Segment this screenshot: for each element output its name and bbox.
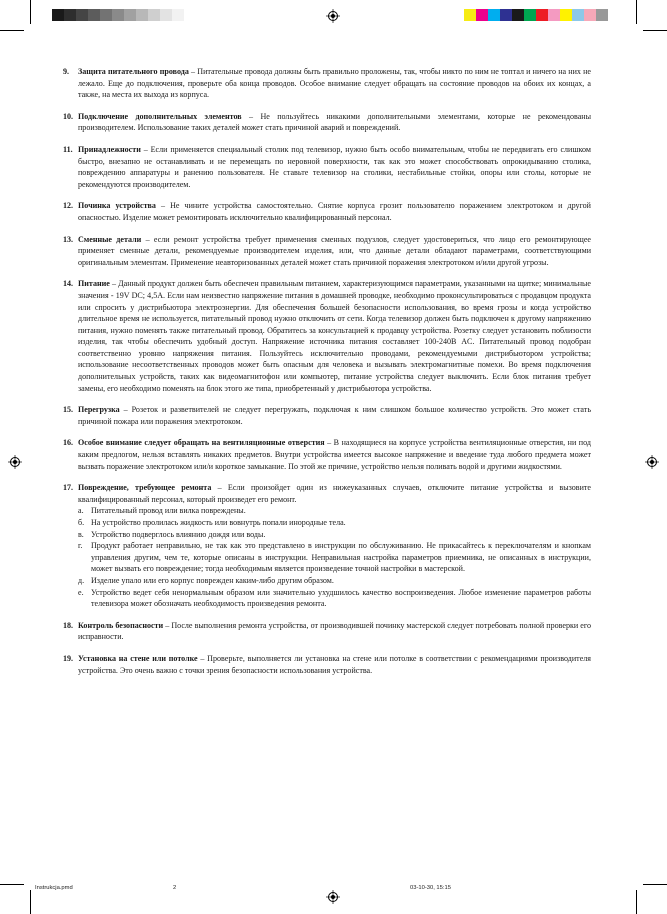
list-text: Питательный провод или вилка повреждены. (91, 506, 246, 516)
crop-mark (643, 884, 667, 885)
list-text: Продукт работает неправильно, не так как это представлено в инструкции по обслуживанию. Не прикасайтесь к переключателям и кнопкам управления другим, чем те, которые описаны в инструкции. Неправильная настройка параметров приемника, не описанных в инструкции, может вызвать его повреждение; тогда необходимым является произведение точной настройки в мастерской. (91, 541, 591, 574)
list-letter: a. (78, 506, 84, 516)
footer-timestamp: 03-10-30, 15:15 (410, 885, 451, 891)
crop-mark (643, 30, 667, 31)
section-number: 14. (63, 279, 74, 289)
section (63, 278, 591, 394)
color-swatch (64, 9, 76, 21)
list-item (78, 575, 591, 587)
color-swatch (172, 9, 184, 21)
section-text: – Данный продукт должен быть обеспечен правильным питанием, характеризующимся параметрами, указанными на щитке; минимальные значения - 19V DC; 4,5A. Если нам неизвестно напряжение питания в домашней проводке, необходимо проконсультироваться с продавцом продукта или спросить у дистрибьютора электроэнергии. Для обеспечения большей безопасности использования, во время грозы и когда устройство длительное время не используется, питательный провод нужно отключить от сети. Когда телевизор должен быть подключен к другому напряжению питания, нужно поменять также питательный провод. Обратитесь за консультацией к продавцу устройства. Розетку следует установить поблизости изделия, так чтобы обеспечить удобный доступ. Напряжение источника питания составляет 100-240В AC. Питательный провод подобран соответственно уровню напряжения питания. Пользуйтесь исключительно проводами, рекомендуемыми дистрибьютором устройства; использование несоответственных проводов может быть опасным для человека и вызывать электромагнитные помехи. Во время подключения дополнительных устройств, таких как видеомагнитофон или компьютер, питание устройства следует выключить. Если блок питания требует замены, его необходимо поменять на блок этого же типа, приобретенный у дистрибьютора устройства. (78, 279, 591, 393)
crop-mark (636, 0, 637, 24)
section-number: 13. (63, 234, 74, 244)
registration-mark-icon (326, 9, 340, 23)
list-item (78, 505, 591, 517)
section (63, 653, 591, 676)
footer-page-number: 2 (173, 885, 177, 891)
color-swatch (476, 9, 488, 21)
section (63, 482, 591, 610)
color-swatch (76, 9, 88, 21)
section-number: 17. (63, 483, 74, 493)
section (63, 200, 591, 223)
color-swatch (536, 9, 548, 21)
section-title: Повреждение, требующее ремонта (78, 483, 212, 493)
section-title: Контроль безопасности (78, 620, 164, 630)
section (63, 620, 591, 643)
section-text: – Не пользуйтесь никакими дополнительными элементами, которые не рекомендованы производителем. Использование таких деталей может стать причиной аварий и повреждений. (78, 111, 591, 133)
section (63, 404, 591, 427)
color-swatch (112, 9, 124, 21)
section-text: – Если произойдет один из нижеуказанных случаев, отключите питание устройства и вызовите квалифицированный персонал, который произведет его ремонт. (78, 483, 591, 504)
section-number: 18. (63, 620, 74, 630)
color-swatch (464, 9, 476, 21)
section (63, 437, 591, 472)
document-body (63, 66, 591, 686)
grayscale-bar (52, 9, 184, 21)
section-number: 15. (63, 405, 74, 415)
list-letter: д. (78, 575, 85, 585)
section-title: Перегрузка (78, 405, 120, 415)
color-swatch (136, 9, 148, 21)
color-swatch (148, 9, 160, 21)
registration-mark-icon (645, 455, 659, 469)
color-swatch (488, 9, 500, 21)
section-title: Принадлежности (78, 144, 141, 154)
section-text: – Розеток и разветвителей не следует перегружать, подключая к ним слишком большое количество устройств. Это может стать причиной пожара или поражения электротоком. (78, 405, 591, 426)
section (63, 66, 591, 101)
crop-mark (0, 30, 24, 31)
list-item (78, 587, 591, 610)
section-number: 19. (63, 653, 74, 663)
list-text: Устройство подверглось влиянию дождя или воды. (91, 529, 266, 539)
crop-mark (30, 0, 31, 24)
section-title: Защита питательного провода (78, 67, 189, 76)
crop-mark (636, 890, 637, 914)
color-swatch (100, 9, 112, 21)
list-item (78, 529, 591, 541)
section-title: Питание (78, 279, 110, 289)
color-swatch (500, 9, 512, 21)
list-letter: е. (78, 587, 84, 597)
section-number: 16. (63, 438, 74, 448)
section (63, 144, 591, 190)
color-swatch (124, 9, 136, 21)
color-swatch (560, 9, 572, 21)
section-text: – если ремонт устройства требует применения сменных подузлов, следует удостовериться, что лицо его ремонтирующее применяет сменные детали, рекомендуемые производителем изделия, или, что данные детали обладают параметрами, соответствующими оригинальным элементам. Применение неавторизованных деталей может стать причиной поражения электротоком и/или другой угрозы. (78, 234, 591, 267)
list-letter: б. (78, 518, 85, 527)
section (63, 234, 591, 269)
section-title: Сменные детали (78, 234, 142, 244)
color-swatch (512, 9, 524, 21)
crop-mark (0, 884, 24, 885)
color-swatch (52, 9, 64, 21)
section-title: Подключение дополнительных элементов (78, 111, 242, 121)
section-text: – Проверьте, выполняется ли установка на стене или потолке в соответствии с рекомендациями производителя устройства. Это очень важно с точки зрения безопасности использования устройства. (78, 653, 591, 675)
list-text: На устройство пролилась жидкость или вовнутрь попали инородные тела. (91, 518, 346, 527)
color-swatch (584, 9, 596, 21)
color-swatch (88, 9, 100, 21)
list-letter: г. (78, 541, 83, 551)
section-number: 10. (63, 111, 74, 121)
list-item (78, 540, 591, 575)
color-swatch (596, 9, 608, 21)
section-number: 11. (63, 144, 73, 154)
list-letter: в. (78, 529, 84, 539)
section-text: – Питательные провода должны быть правильно проложены, так, чтобы никто по ним не топтал и ничего на них не лежало. Еще до подключения, проверьте оба конца проводов. Особое внимание следует обращать на состояние проводов на обоих их концах, а также, на места их выхода из корпуса. (78, 67, 591, 100)
section-number: 9. (63, 67, 70, 76)
section (63, 111, 591, 134)
section-text: – После выполнения ремонта устройства, от производившей починку мастерской следует потребовать полной проверки его исправности. (78, 620, 591, 642)
crop-mark (30, 890, 31, 914)
section-text: – Не чините устройства самостоятельно. Снятие корпуса грозит пользователю поражением электротоком и другой опасностью. Изделие может ремонтировать исключительно квалифицированный персонал. (78, 201, 591, 222)
section-title: Установка на стене или потолке (78, 653, 198, 663)
color-swatch (548, 9, 560, 21)
section-title: Починка устройства (78, 201, 156, 211)
list-item (78, 517, 591, 529)
registration-mark-icon (326, 890, 340, 904)
section-number: 12. (63, 201, 74, 211)
color-bar (464, 9, 608, 21)
section-title: Особое внимание следует обращать на вентиляционные отверстия (78, 438, 325, 448)
color-swatch (572, 9, 584, 21)
color-swatch (160, 9, 172, 21)
section-text: – Если применяется специальный столик под телевизор, нужно быть особо внимательным, чтобы не передвигать его слишком быстро, внезапно не останавливать и не перемещать по неровной поверхности, так как это может способствовать опрокидыванию столика, повреждению аппаратуры и ранению пользователя. Не ставьте телевизор на столики, нестабильные стойки, опоры или столы, которые не рекомендуются производителем. (78, 144, 591, 189)
list-text: Устройство ведет себя ненормальным образом или значительно ухудшилось качество воспроизведения. Любое изменение параметров работы телевизора может обозначать необходимость произведения ремонта. (91, 587, 591, 609)
color-swatch (524, 9, 536, 21)
list-text: Изделие упало или его корпус поврежден каким-либо другим образом. (91, 575, 334, 585)
footer-filename: Instrukcja.pmd (35, 885, 73, 891)
registration-mark-icon (8, 455, 22, 469)
section-text: – В находящиеся на корпусе устройства вентиляционные отверстия, ни под каким предлогом, нельзя вставлять никаких предметов. Внутри устройства имеется высокое напряжение и введение туда любого предмета может вызвать поражение электротоком или/и короткое замыкание. По этой же причине, устройство нельзя поливать водой и другими жидкостями. (78, 438, 591, 471)
